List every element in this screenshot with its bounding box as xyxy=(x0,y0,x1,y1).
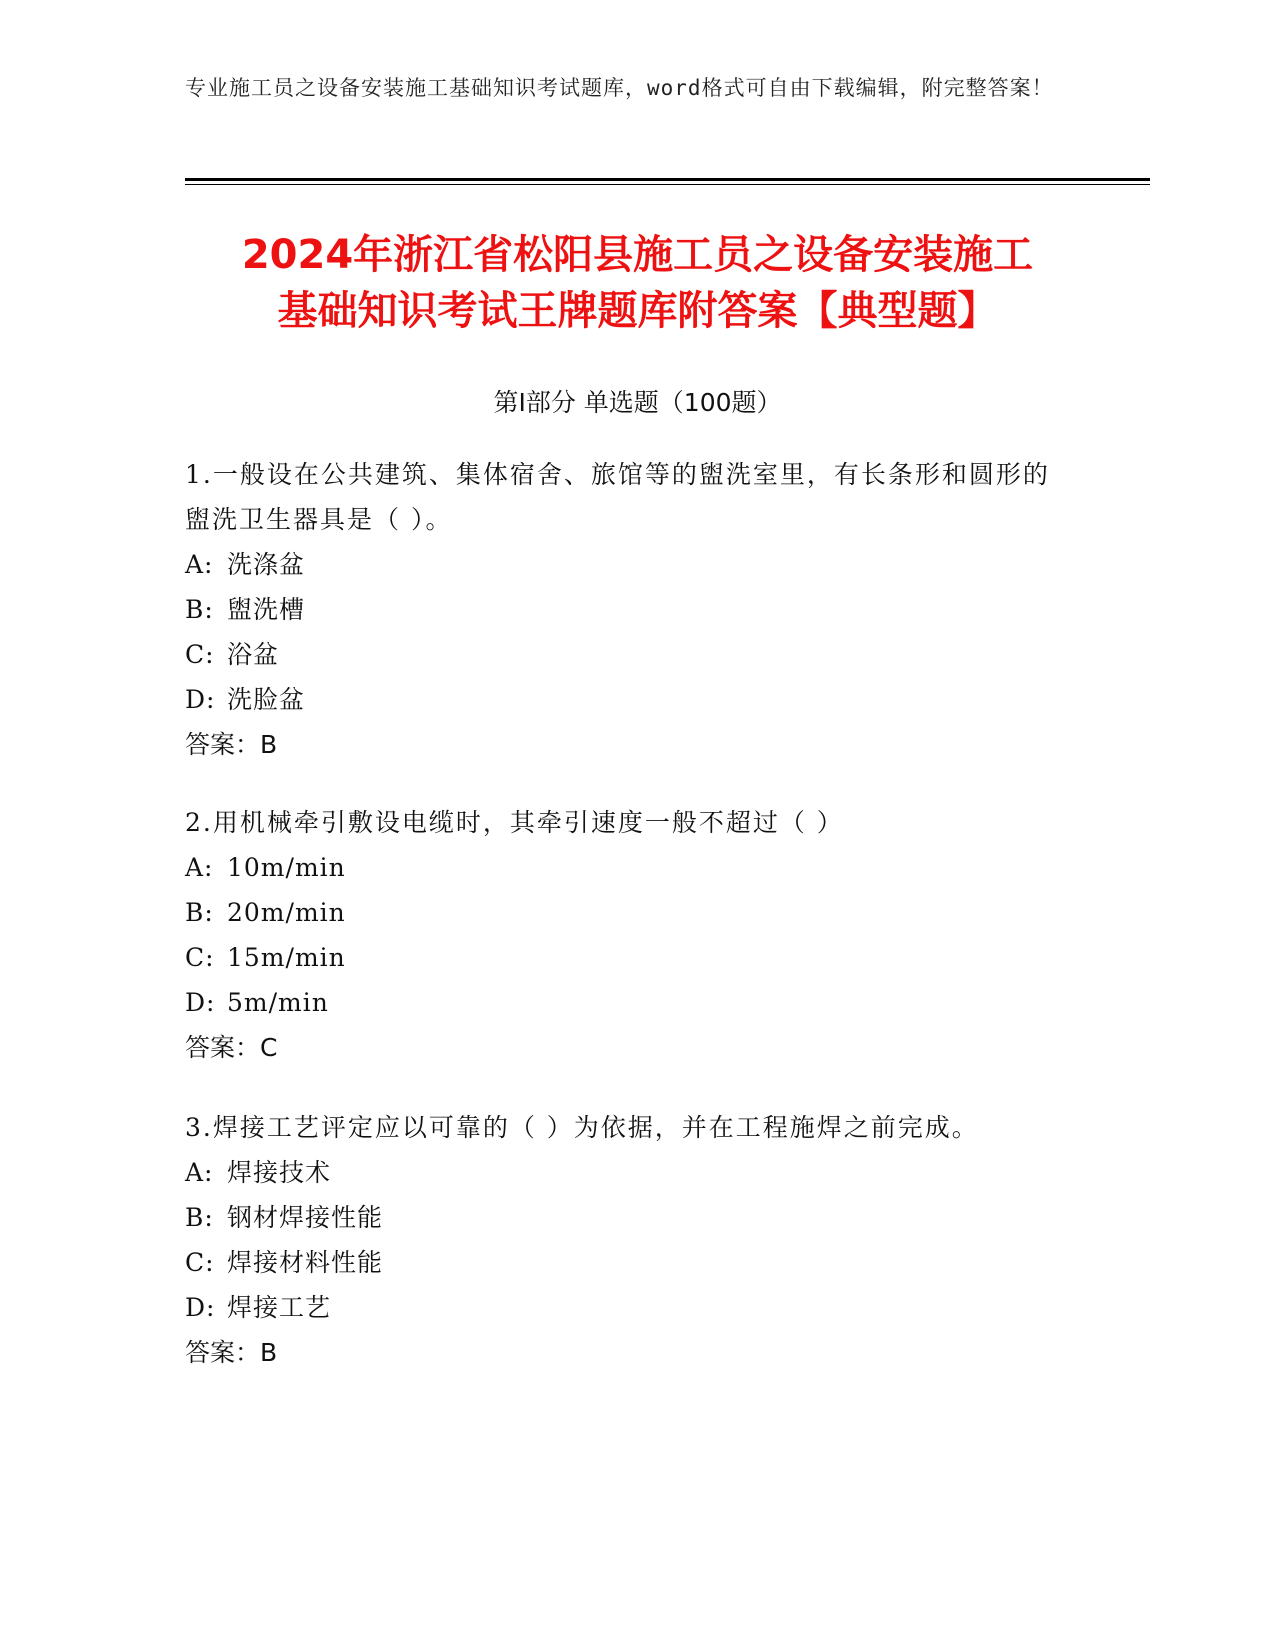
question-3 xyxy=(185,1105,1065,1375)
option-text: 焊接技术 xyxy=(227,1158,332,1187)
option-text: 浴盆 xyxy=(227,640,280,669)
question-stem: 1.一般设在公共建筑、集体宿舍、旅馆等的盥洗室里，有长条形和圆形的盥洗卫生器具是（ ）。 xyxy=(185,460,1050,534)
option-b xyxy=(185,890,1065,935)
section-heading: 第I部分 单选题（100题） xyxy=(493,388,782,417)
option-text: 钢材焊接性能 xyxy=(227,1203,384,1232)
option-a xyxy=(185,1150,1065,1195)
header-note: 专业施工员之设备安装施工基础知识考试题库，word格式可自由下载编辑，附完整答案！ xyxy=(185,76,1054,100)
document-title-line-2: 基础知识考试王牌题库附答案【典型题】 xyxy=(277,288,998,334)
option-letter: B: xyxy=(185,595,214,624)
option-d xyxy=(185,1285,1065,1330)
answer: 答案：B xyxy=(185,1338,278,1367)
option-text: 焊接工艺 xyxy=(227,1293,332,1322)
option-b xyxy=(185,1195,1065,1240)
option-text: 20m/min xyxy=(227,898,346,927)
option-text: 盥洗槽 xyxy=(227,595,306,624)
question-stem: 2.用机械牵引敷设电缆时，其牵引速度一般不超过（ ） xyxy=(185,808,844,837)
option-letter: B: xyxy=(185,1203,214,1232)
option-letter: C: xyxy=(185,1248,215,1277)
option-letter: C: xyxy=(185,640,215,669)
option-text: 15m/min xyxy=(227,943,346,972)
option-d xyxy=(185,677,1065,722)
option-a xyxy=(185,845,1065,890)
option-letter: A: xyxy=(185,1158,214,1187)
document-title-line-1: 2024年浙江省松阳县施工员之设备安装施工 xyxy=(241,232,1034,278)
answer: 答案：C xyxy=(185,1033,278,1062)
header-divider-thick xyxy=(185,178,1150,181)
option-letter: D: xyxy=(185,1293,216,1322)
option-letter: A: xyxy=(185,550,214,579)
header-divider-thin xyxy=(185,184,1150,185)
option-text: 洗涤盆 xyxy=(227,550,306,579)
option-c xyxy=(185,1240,1065,1285)
option-letter: B: xyxy=(185,898,214,927)
option-text: 洗脸盆 xyxy=(227,685,306,714)
option-letter: D: xyxy=(185,685,216,714)
question-stem: 3.焊接工艺评定应以可靠的（ ）为依据，并在工程施焊之前完成。 xyxy=(185,1113,979,1142)
document-title xyxy=(160,227,1115,339)
option-letter: C: xyxy=(185,943,215,972)
option-d xyxy=(185,980,1065,1025)
option-b xyxy=(185,587,1065,632)
option-letter: A: xyxy=(185,853,214,882)
option-c xyxy=(185,935,1065,980)
answer: 答案：B xyxy=(185,730,278,759)
question-2 xyxy=(185,800,1065,1070)
option-letter: D: xyxy=(185,988,216,1017)
option-text: 5m/min xyxy=(227,988,329,1017)
option-text: 10m/min xyxy=(227,853,346,882)
option-c xyxy=(185,632,1065,677)
option-text: 焊接材料性能 xyxy=(227,1248,384,1277)
option-a xyxy=(185,542,1065,587)
question-1 xyxy=(185,452,1065,767)
